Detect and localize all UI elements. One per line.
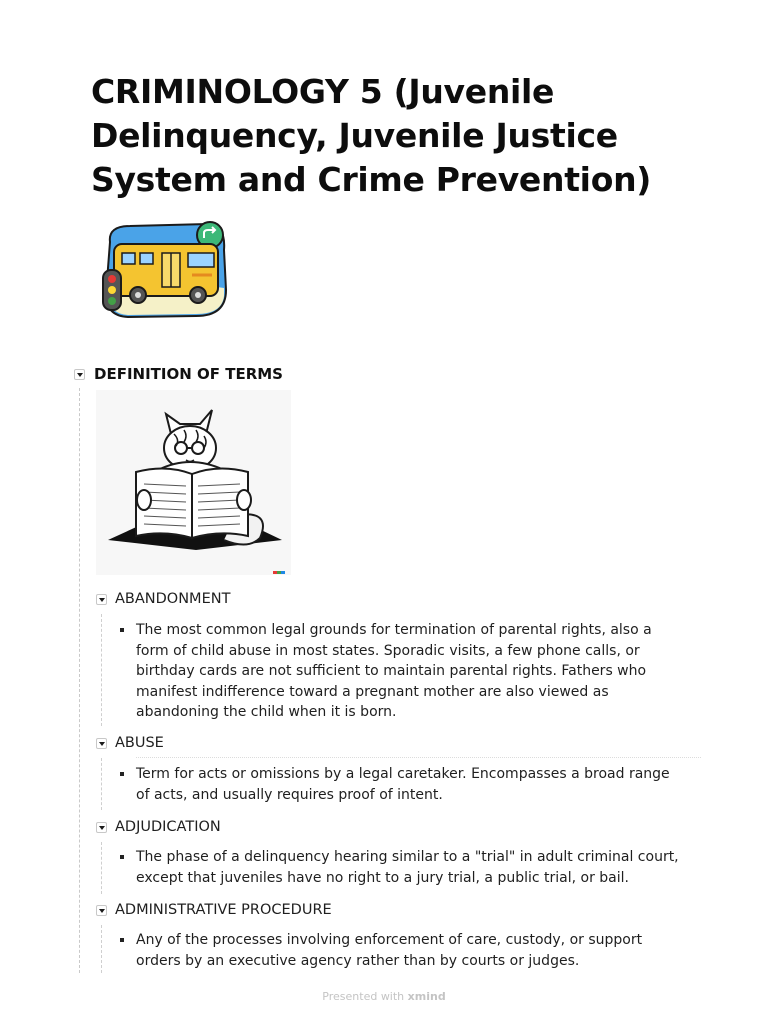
subtopic-guide-line: [101, 842, 102, 894]
root-topic-definition-of-terms[interactable]: DEFINITION OF TERMS: [94, 365, 283, 383]
subtopic-abandonment[interactable]: ABANDONMENT: [115, 591, 231, 607]
collapse-triangle-icon[interactable]: [96, 594, 107, 605]
footer-prefix: Presented with: [322, 990, 405, 1003]
footer: [0, 990, 768, 1003]
subtopic-guide-line: [101, 758, 102, 810]
detail-adjudication[interactable]: The phase of a delinquency hearing similar to a "trial" in adult criminal court, except that juveniles have no right to a jury trial, a public trial, or bail.: [136, 849, 679, 886]
detail-administrative-procedure[interactable]: Any of the processes involving enforcement of care, custody, or support orders by an executive agency rather than by courts or judges.: [136, 932, 643, 969]
subtopic-guide-line: [101, 614, 102, 726]
document-title: CRIMINOLOGY 5 (Juvenile Delinquency, Juvenile Justice System and Crime Prevention): [91, 72, 652, 199]
subtopic-administrative-procedure[interactable]: ADMINISTRATIVE PROCEDURE: [115, 902, 332, 918]
subtopic-guide-line: [101, 925, 102, 973]
collapse-triangle-icon[interactable]: [96, 905, 107, 916]
detail-abuse[interactable]: Term for acts or omissions by a legal caretaker. Encompasses a broad range of acts, and usually requires proof of intent.: [136, 766, 670, 803]
bullet-icon: [120, 628, 124, 632]
divider: [136, 757, 701, 758]
bullet-icon: [120, 855, 124, 859]
xmind-brand[interactable]: xmind: [407, 990, 446, 1003]
collapse-triangle-icon[interactable]: [96, 822, 107, 833]
school-bus-traffic-light-icon: [100, 220, 230, 320]
collapse-triangle-icon[interactable]: [74, 369, 85, 380]
subtopic-abuse[interactable]: ABUSE: [115, 735, 164, 751]
bullet-icon: [120, 938, 124, 942]
outline-guide-line: [79, 388, 80, 973]
collapse-triangle-icon[interactable]: [96, 738, 107, 749]
cat-reading-book-icon: [96, 390, 291, 575]
bullet-icon: [120, 772, 124, 776]
subtopic-adjudication[interactable]: ADJUDICATION: [115, 819, 221, 835]
detail-abandonment[interactable]: The most common legal grounds for termination of parental rights, also a form of child abuse in most states. Sporadic visits, a few phone calls, or birthday cards are not sufficient to maintain parental rights. Fathers who manifest indifference toward a pregnant mother are also viewed as abandoning the child when it is born.: [136, 622, 652, 721]
